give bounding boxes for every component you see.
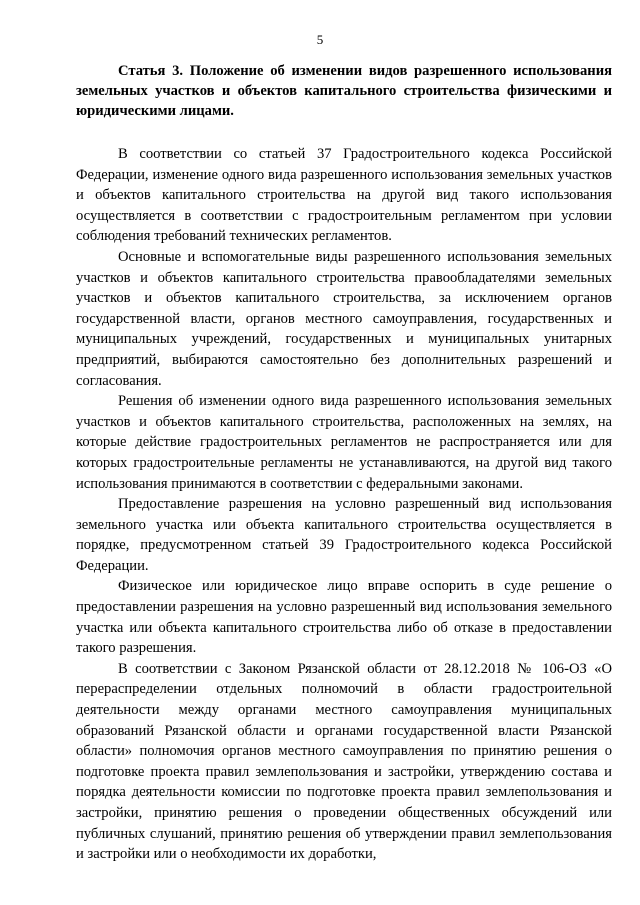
paragraph-2: Основные и вспомогательные виды разрешенного использования земельных участков и объектов капитального строительства правообладателями земельных участков и объектов капитального строительства, за исключением органов государственной власти, органов местного самоуправления, государственных и муниципальных учреждений, государственных и муниципальных унитарных предприятий, выбираются самостоятельно без дополнительных разрешений и согласования. (76, 248, 612, 389)
paragraph-6: В соответствии с Законом Рязанской области от 28.12.2018 № 106-ОЗ «О перераспределении отдельных полномочий в области градостроительной деятельности между органами местного самоуправления муниципальных образований Рязанской области и органами государственной власти Рязанской области» полномочия органов местного самоуправления по принятию решения о подготовке проекта правил землепользования и застройки, утверждению состава и порядка деятельности комиссии по подготовке проекта правил землепользования и застройки, принятию решения о проведении общественных обсуждений или публичных слушаний, принятию решения об утверждении правил землепользования и застройки или о необходимости их доработки, (76, 660, 612, 863)
page-number: 5 (316, 32, 324, 47)
document-body (76, 61, 612, 865)
paragraph-3: Решения об изменении одного вида разрешенного использования земельных участков и объектов капитального строительства, расположенных на землях, на которые действие градостроительных регламентов не распространяется или для которых градостроительные регламенты не устанавливаются, на другой вид такого использования принимаются в соответствии с федеральными законами. (76, 393, 612, 492)
paragraph-1: В соответствии со статьей 37 Градостроительного кодекса Российской Федерации, изменение одного вида разрешенного использования земельных участков и объектов капитального строительства на другой вид такого использования осуществляется в соответствии с градостроительным регламентом при условии соблюдения требований технических регламентов. (76, 146, 612, 245)
paragraph-5: Физическое или юридическое лицо вправе оспорить в суде решение о предоставлении разрешения на условно разрешенный вид использования земельного участка или объекта капитального строительства либо об отказе в предоставлении такого разрешения. (76, 578, 612, 657)
article-title: Статья 3. Положение об изменении видов разрешенного использования земельных участков и объектов капитального строительства физическими и юридическими лицами. (76, 63, 612, 119)
paragraph-4: Предоставление разрешения на условно разрешенный вид использования земельного участка или объекта капитального строительства осуществляется в порядке, предусмотренном статьей 39 Градостроительного кодекса Российской Федерации. (76, 496, 612, 574)
